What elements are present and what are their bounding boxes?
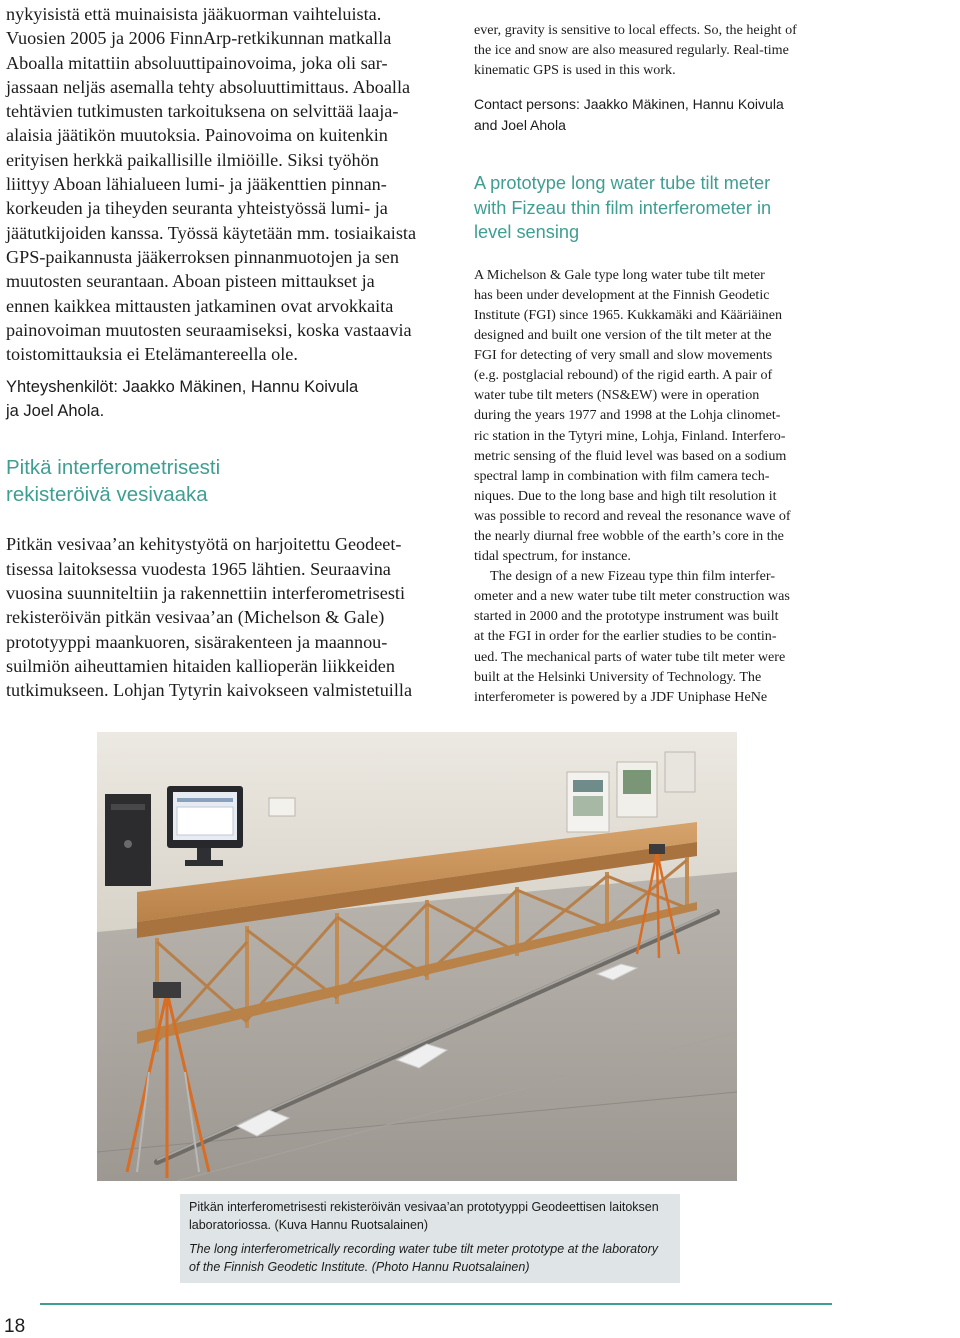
right-paragraph-1: ever, gravity is sensitive to local effects. So, the height of the ice and snow are also measured regularly. Real-time kinematic GPS is used in this work. [474,22,797,79]
page-number: 18 [4,1316,26,1337]
left-paragraph-1: nykyisistä että muinaisista jääkuorman vaihteluista. Vuosien 2005 ja 2006 FinnArp-retkikunnan matkalla Aboalla mitattiin absoluuttipainovoima, joka oli sar- jassaan neljäs asemalla tehty absoluuttimittaus. Aboalla tehtävien tutkimusten tarkoituksena on selvittää laaja- alaisia jäätikön muutoksia. Painovoima on kuitenkin erityisen herkkä paikallisille ilmiöille. Siksi työhön liittyy Aboan lähialueen lumi- ja jääkenttien pinnan- korkeuden ja tiheyden seuranta yhteistyössä lumi- ja jäätutkijoiden kanssa. Työssä käytetään mm. tosiaikaista GPS-paikannusta jääkerroksen pinnanmuotojen ja sen muutosten seurantaan. Aboan pisteen mittaukset ja ennen kaikkea mittausten jatkaminen ovat arvokkaita painovoiman muutosten seuraamiseksi, koska vastaavia toistomittauksia ei Etelämantereella ole. [6,4,417,365]
caption-english: The long interferometrically recording water tube tilt meter prototype at the laboratory of the Finnish Geodetic Institute. (Photo Hannu Ruotsalainen) [189,1242,658,1274]
photo-caption [180,1194,680,1283]
contact-persons-fi: Yhteyshenkilöt: Jaakko Mäkinen, Hannu Koivula ja Joel Ahola. [6,378,359,421]
right-paragraph-3: The design of a new Fizeau type thin film interfer- ometer and a new water tube tilt meter construction was started in 2000 and the prototype instrument was built at the FGI in order for the earlier studies to be contin- ued. The mechanical parts of water tube tilt meter were built at the Helsinki University of Technology. The interferometer is powered by a JDF Uniphase HeNe [474,568,790,705]
caption-finnish: Pitkän interferometrisesti rekisteröivän vesivaa’an prototyyppi Geodeettisen laitoksen laboratoriossa. (Kuva Hannu Ruotsalainen) [189,1200,659,1232]
right-paragraph-2: A Michelson & Gale type long water tube tilt meter has been under development at the Finnish Geodetic Institute (FGI) since 1965. Kukkamäki and Kääriäinen designed and built one version of the tilt meter at the FGI for detecting of very small and slow movements (e.g. postglacial rebound) of the rigid earth. A pair of water tube tilt meters (NS&EW) were in operation during the years 1977 and 1998 at the Lohja clinomet- ric station in the Tytyri mine, Lohja, Finland. Interfero- metric sensing of the fluid level was based on a sodium spectral lamp in combination with film camera tech- niques. Due to the long base and high tilt resolution it was possible to record and reveal the resonance wave of the nearly diurnal free wobble of the earth’s core in the tidal spectrum, for instance. [474,266,791,565]
left-column [6,0,418,703]
right-column [474,0,834,707]
section-heading-en: A prototype long water tube tilt meter with Fizeau thin film interferometer in level sensing [474,173,772,243]
footer-divider [40,1303,832,1305]
laboratory-photo-illustration [97,732,737,1181]
contact-persons-en: Contact persons: Jaakko Mäkinen, Hannu Koivula and Joel Ahola [474,96,784,134]
section-heading-fi: Pitkä interferometrisesti rekisteröivä vesivaaka [6,456,221,507]
left-paragraph-2: Pitkän vesivaa’an kehitystyötä on harjoitettu Geodeet- tisessa laitoksessa vuodesta 1965 lähtien. Seuraavina vuosina suunniteltiin ja rakennettiin interferometrisesti rekisteröivän pitkän vesivaa’an (Michelson & Gale) prototyyppi maankuoren, sisärakenteen ja maannou- suilmiön aiheuttamien hitaiden kallioperän liikkeiden tutkimukseen. Lohjan Tytyrin kaivokseen valmistetuilla [6,534,413,701]
laboratory-photo [97,732,737,1181]
